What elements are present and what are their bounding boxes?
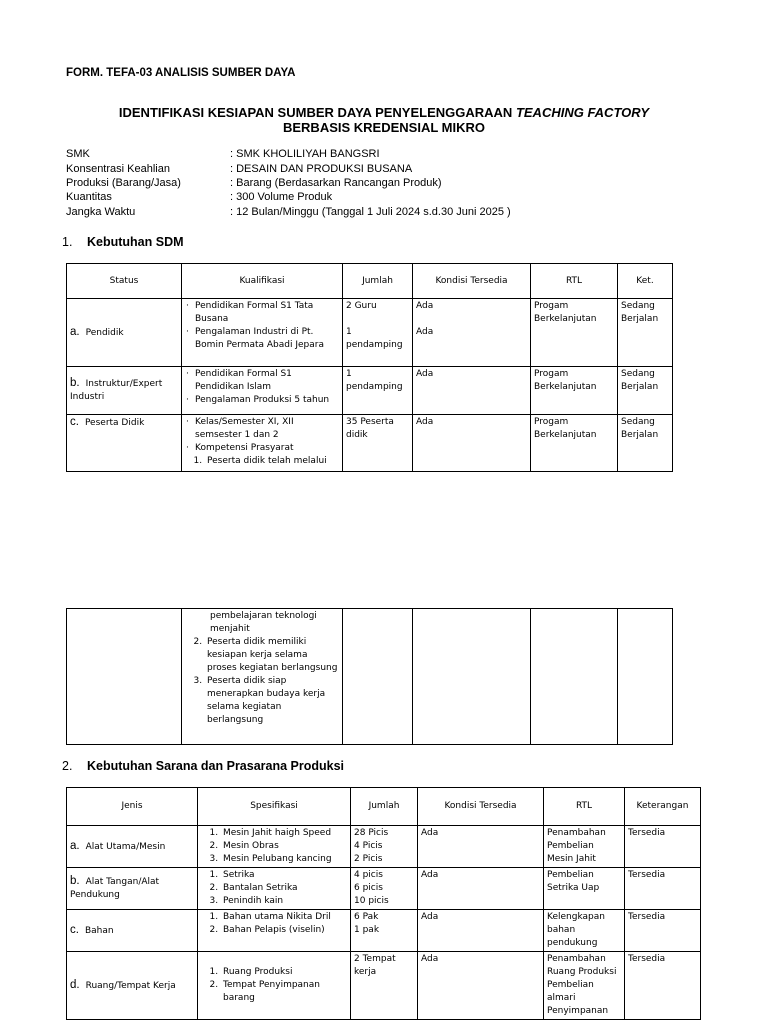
spesifikasi-cell: 1. Mesin Jahit haigh Speed 2. Mesin Obras 3. Mesin Pelubang kancing (198, 826, 351, 868)
sarana-table (66, 787, 701, 1020)
table-row (67, 367, 673, 415)
qualification-cell: · Pendidikan Formal S1 Pendidikan Islam · Pengalaman Produksi 5 tahun (182, 367, 343, 415)
rtl-cell: Penambahan Pembelian Mesin Jahit (544, 826, 625, 868)
spesifikasi-cell: 1. Setrika 2. Bantalan Setrika 3. Penindih kain (198, 868, 351, 910)
kondisi-cell (413, 609, 531, 745)
status-cell: a. Pendidik (67, 299, 182, 367)
jenis-cell: a. Alat Utama/Mesin (67, 826, 198, 868)
kondisi-cell: Ada (418, 826, 544, 868)
col-spesifikasi: Spesifikasi (198, 788, 351, 826)
table-row (67, 826, 701, 868)
ket-cell: Sedang Berjalan (618, 415, 673, 472)
kondisi-cell: Ada (413, 367, 531, 415)
status-cell: c. Peserta Didik (67, 415, 182, 472)
rtl-cell: Kelengkapan bahan pendukung (544, 910, 625, 952)
col-ket: Ket. (618, 264, 673, 299)
rtl-cell (531, 609, 618, 745)
status-cell (67, 609, 182, 745)
rtl-cell: Pembelian Setrika Uap (544, 868, 625, 910)
table-row (67, 910, 701, 952)
jenis-cell: c. Bahan (67, 910, 198, 952)
table-row (67, 868, 701, 910)
col-rtl: RTL (531, 264, 618, 299)
rtl-cell: Progam Berkelanjutan (531, 299, 618, 367)
sarana-table-header (67, 788, 701, 826)
status-cell: b. Instruktur/Expert Industri (67, 367, 182, 415)
col-kondisi: Kondisi Tersedia (413, 264, 531, 299)
col-rtl: RTL (544, 788, 625, 826)
table-row (67, 952, 701, 1020)
qualification-cell: · Kelas/Semester XI, XII semsester 1 dan 2 · Kompetensi Prasyarat 1. Peserta didik telah melalui (182, 415, 343, 472)
qualification-cell: pembelajaran teknologi menjahit 2. Peserta didik memiliki kesiapan kerja selama proses kegiatan berlangsung 3. Peserta didik siap menerapkan budaya kerja selama kegiatan berlangsung (182, 609, 343, 745)
rtl-cell: Progam Berkelanjutan (531, 415, 618, 472)
kondisi-cell: Ada Ada (413, 299, 531, 367)
jumlah-cell (343, 609, 413, 745)
sdm-table-header (67, 264, 673, 299)
kondisi-cell: Ada (418, 868, 544, 910)
keterangan-cell: Tersedia (625, 952, 701, 1020)
col-jumlah: Jumlah (351, 788, 418, 826)
jumlah-cell: 28 Picis 4 Picis 2 Picis (351, 826, 418, 868)
qualification-cell: · Pendidikan Formal S1 Tata Busana · Pengalaman Industri di Pt. Bomin Permata Abadi Jepara (182, 299, 343, 367)
jumlah-cell: 1 pendamping (343, 367, 413, 415)
document-title-line1: IDENTIFIKASI KESIAPAN SUMBER DAYA PENYELENGGARAAN TEACHING FACTORY (118, 105, 650, 120)
rtl-cell: Penambahan Ruang Produksi Pembelian almari Penyimpanan (544, 952, 625, 1020)
col-kualifikasi: Kualifikasi (182, 264, 343, 299)
jumlah-cell: 35 Peserta didik (343, 415, 413, 472)
spesifikasi-cell: 1. Ruang Produksi 2. Tempat Penyimpanan barang (198, 952, 351, 1020)
kondisi-cell: Ada (418, 952, 544, 1020)
kondisi-cell: Ada (413, 415, 531, 472)
spesifikasi-cell: 1. Bahan utama Nikita Dril 2. Bahan Pelapis (viselin) (198, 910, 351, 952)
col-keterangan: Keterangan (625, 788, 701, 826)
col-jenis: Jenis (67, 788, 198, 826)
keterangan-cell: Tersedia (625, 868, 701, 910)
col-status: Status (67, 264, 182, 299)
sdm-table (66, 263, 673, 472)
jumlah-cell: 2 Guru 1 pendamping (343, 299, 413, 367)
ket-cell: Sedang Berjalan (618, 367, 673, 415)
jumlah-cell: 6 Pak 1 pak (351, 910, 418, 952)
form-code: FORM. TEFA-03 ANALISIS SUMBER DAYA (66, 67, 296, 79)
jumlah-cell: 4 picis 6 picis 10 picis (351, 868, 418, 910)
sdm-table-continuation (66, 608, 673, 745)
jenis-cell: d. Ruang/Tempat Kerja (67, 952, 198, 1020)
kondisi-cell: Ada (418, 910, 544, 952)
jenis-cell: b. Alat Tangan/Alat Pendukung (67, 868, 198, 910)
keterangan-cell: Tersedia (625, 826, 701, 868)
table-row (67, 609, 673, 745)
jumlah-cell: 2 Tempat kerja (351, 952, 418, 1020)
table-row (67, 415, 673, 472)
col-kondisi: Kondisi Tersedia (418, 788, 544, 826)
table-row (67, 299, 673, 367)
col-jumlah: Jumlah (343, 264, 413, 299)
document-title-line2: BERBASIS KREDENSIAL MIKRO (282, 120, 485, 135)
rtl-cell: Progam Berkelanjutan (531, 367, 618, 415)
ket-cell: Sedang Berjalan (618, 299, 673, 367)
ket-cell (618, 609, 673, 745)
keterangan-cell: Tersedia (625, 910, 701, 952)
